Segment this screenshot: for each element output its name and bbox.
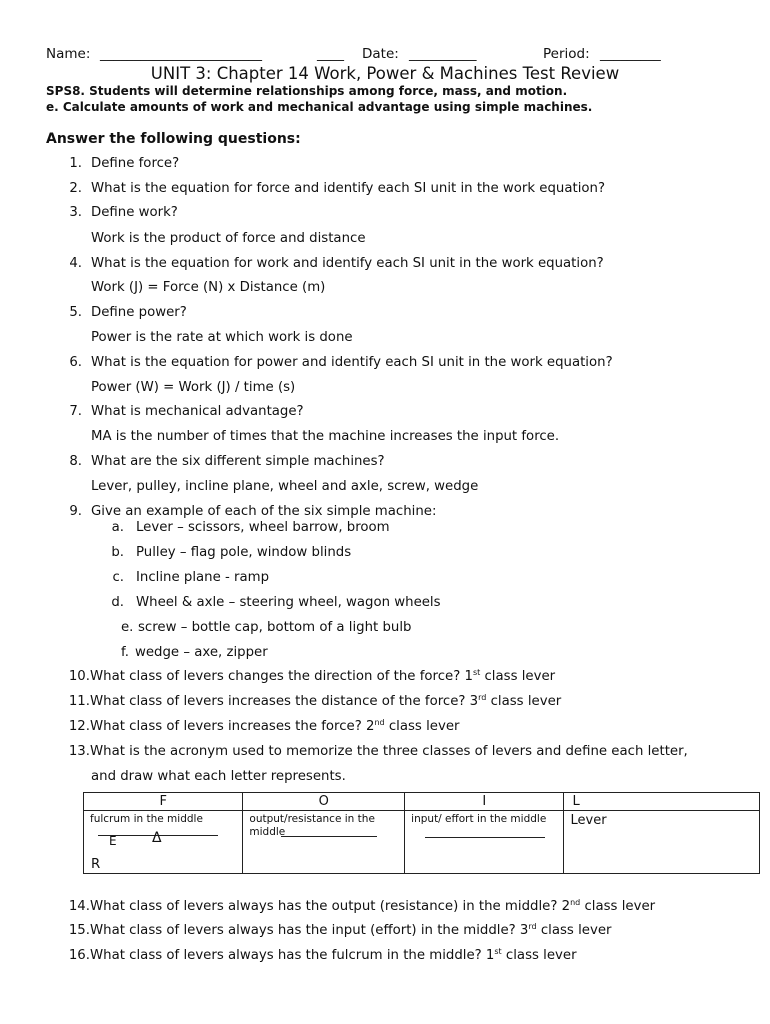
example-letter: d. (111, 595, 124, 610)
example-text: wedge – axe, zipper (135, 645, 268, 660)
question-text: What are the six different simple machines? (91, 454, 385, 469)
table-cell (564, 811, 760, 874)
cell-text: fulcrum in the middle (90, 813, 203, 825)
example-letter: c. (112, 570, 124, 585)
standard-line: SPS8. Students will determine relationships among force, mass, and motion. (46, 84, 568, 98)
example-letter: a. (111, 520, 124, 535)
example-letter: e. (121, 620, 134, 635)
question-text: Define force? (91, 156, 180, 171)
question-text: What class of levers always has the fulcrum in the middle? 1st class lever (90, 947, 577, 963)
example-letter: b. (111, 545, 124, 560)
question-text: Define power? (91, 305, 187, 320)
question-text: What class of levers changes the direction of the force? 1st class lever (90, 668, 556, 684)
lever-acronym-table (83, 792, 760, 874)
question-number: 16. (68, 948, 90, 963)
question-number: 10. (68, 669, 90, 684)
question-text: What is the equation for force and identify each SI unit in the work equation? (91, 181, 606, 196)
question-number: 15. (68, 923, 90, 938)
date-blank: __________ (409, 46, 477, 62)
question-number: 9. (69, 504, 82, 519)
question-number: 8. (69, 454, 82, 469)
question-number: 11. (68, 694, 90, 709)
example-text: Wheel & axle – steering wheel, wagon wheels (136, 595, 441, 610)
date-label: Date: (362, 46, 399, 62)
question-text: What is the acronym used to memorize the three classes of levers and define each letter, (90, 744, 688, 759)
question-text: and draw what each letter represents. (91, 769, 346, 784)
table-header-cell: O (243, 793, 405, 811)
question-number: 2. (69, 181, 82, 196)
name-blank: ________________________ (100, 46, 262, 62)
table-header-cell: L (564, 793, 760, 811)
answer-text: Power (W) = Work (J) / time (s) (91, 380, 296, 395)
question-number: 13. (68, 744, 90, 759)
table-cell (84, 811, 243, 874)
period-label: Period: (543, 46, 590, 62)
instructions-heading: Answer the following questions: (46, 131, 301, 147)
table-cell (405, 811, 564, 874)
short-blank: ____ (317, 46, 344, 62)
cell-text: input/ effort in the middle (411, 813, 547, 825)
question-text: What class of levers always has the input (effort) in the middle? 3rd class lever (90, 922, 612, 938)
question-text: Define work? (91, 205, 178, 220)
answer-text: Work (J) = Force (N) x Distance (m) (91, 280, 326, 295)
table-header-cell: F (84, 793, 243, 811)
example-letter: f. (121, 645, 129, 660)
answer-text: Work is the product of force and distance (91, 231, 366, 246)
question-number: 4. (69, 256, 82, 271)
question-text: What is mechanical advantage? (91, 404, 304, 419)
name-label: Name: (46, 46, 91, 62)
standard-line: e. Calculate amounts of work and mechanical advantage using simple machines. (46, 100, 593, 114)
example-text: Pulley – flag pole, window blinds (136, 545, 352, 560)
question-text: What class of levers increases the distance of the force? 3rd class lever (90, 693, 562, 709)
lever-drawing-line (425, 837, 545, 838)
cell-text: Lever (570, 813, 607, 828)
question-number: 14. (68, 899, 90, 914)
page-title: UNIT 3: Chapter 14 Work, Power & Machines Test Review (150, 64, 620, 83)
cell-text: output/resistance in the middle (249, 813, 375, 838)
resistance-label: R (91, 857, 101, 872)
fulcrum-symbol: Δ (152, 830, 162, 846)
example-text: Incline plane - ramp (136, 570, 270, 585)
table-cell (243, 811, 405, 874)
question-text: Give an example of each of the six simple machine: (91, 504, 437, 519)
table-header-cell: I (405, 793, 564, 811)
question-number: 1. (69, 156, 82, 171)
question-text: What is the equation for work and identify each SI unit in the work equation? (91, 256, 604, 271)
question-number: 6. (69, 355, 82, 370)
effort-label: E (109, 834, 117, 848)
example-text: Lever – scissors, wheel barrow, broom (136, 520, 390, 535)
question-text: What class of levers always has the output (resistance) in the middle? 2nd class lever (90, 898, 656, 914)
answer-text: Power is the rate at which work is done (91, 330, 353, 345)
example-text: screw – bottle cap, bottom of a light bulb (138, 620, 412, 635)
lever-drawing-line (281, 836, 377, 837)
question-number: 12. (68, 719, 90, 734)
question-number: 7. (69, 404, 82, 419)
question-number: 5. (69, 305, 82, 320)
question-number: 3. (69, 205, 82, 220)
period-blank: _________ (600, 46, 661, 62)
question-text: What is the equation for power and identify each SI unit in the work equation? (91, 355, 613, 370)
answer-text: Lever, pulley, incline plane, wheel and axle, screw, wedge (91, 479, 479, 494)
question-text: What class of levers increases the force? 2nd class lever (90, 718, 460, 734)
answer-text: MA is the number of times that the machine increases the input force. (91, 429, 560, 444)
